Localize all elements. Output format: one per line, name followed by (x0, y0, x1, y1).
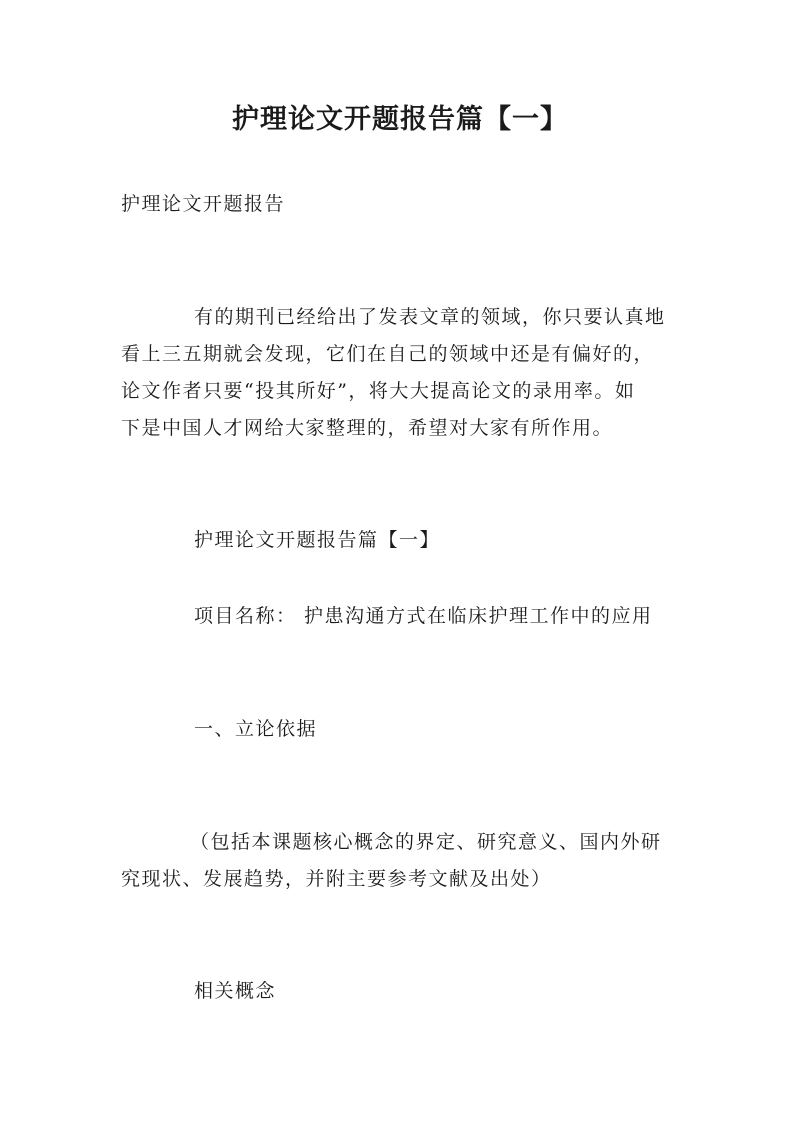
scope-note-line-2: 究现状、发展趋势，并附主要参考文献及出处） (121, 868, 552, 890)
intro-line-2: 看上三五期就会发现，它们在自己的领域中还是有偏好的， (121, 343, 655, 365)
scope-note-line-1: （包括本课题核心概念的界定、研究意义、国内外研 (190, 831, 662, 853)
document-title: 护理论文开题报告篇【一】 (232, 104, 568, 135)
section-heading: 护理论文开题报告篇【一】 (194, 529, 441, 551)
intro-line-3: 论文作者只要“投其所好”，将大大提高论文的录用率。如 (121, 380, 636, 402)
document-subtitle: 护理论文开题报告 (121, 193, 286, 215)
project-name-line: 项目名称： 护患沟通方式在临床护理工作中的应用 (194, 605, 653, 627)
part-one-heading: 一、立论依据 (194, 718, 318, 740)
intro-line-1: 有的期刊已经给出了发表文章的领域，你只要认真地 (194, 306, 666, 328)
intro-line-4: 下是中国人才网给大家整理的，希望对大家有所作用。 (121, 417, 614, 439)
concepts-heading: 相关概念 (194, 980, 277, 1002)
